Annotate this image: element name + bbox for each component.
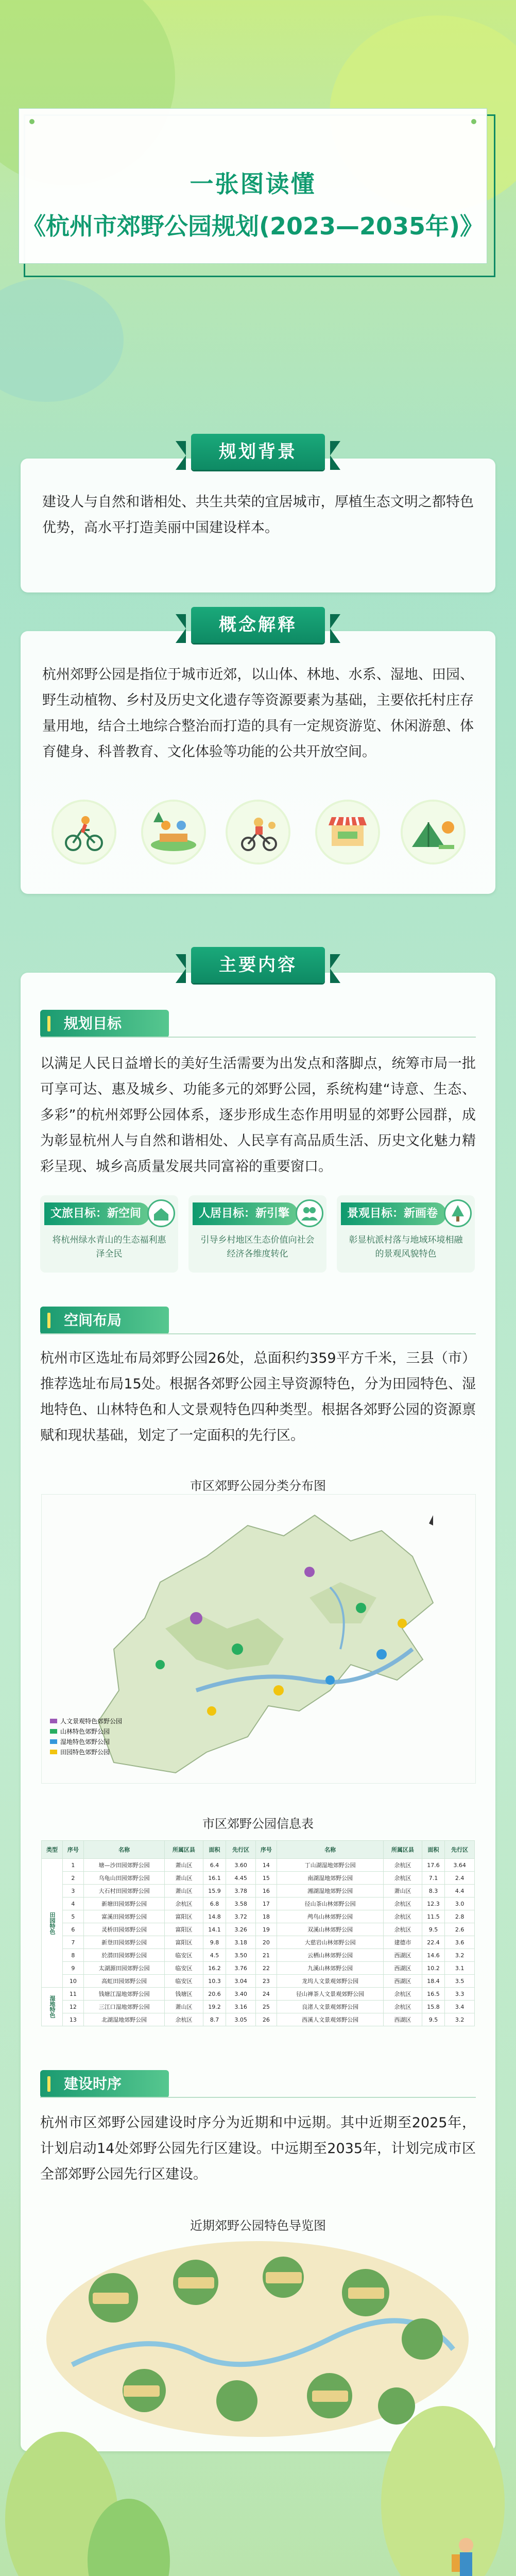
goal-card-text: 彰显杭派村落与地域环境相融的景观风貌特色 <box>349 1235 463 1259</box>
table-cell: 3.58 <box>226 1897 256 1910</box>
table-cell: 6.4 <box>203 1859 226 1872</box>
table-cell: 临安区 <box>165 1962 203 1975</box>
table-cell: 16.1 <box>203 1872 226 1885</box>
table-row <box>42 1923 475 1936</box>
timeline-subheader-label: 建设时序 <box>64 2075 122 2092</box>
legend-label: 人文景观特色郊野公园 <box>60 1718 123 1725</box>
table-cell: 15.9 <box>203 1885 226 1897</box>
legend-item <box>50 1716 122 1726</box>
table-cell: 4.4 <box>445 1885 475 1897</box>
table-cell: 7 <box>62 1936 83 1949</box>
table-cell: 15.8 <box>422 2001 445 2013</box>
table-cell: 5 <box>62 1910 83 1923</box>
legend-item <box>50 1747 122 1757</box>
table-cell: 西湖区 <box>384 2013 422 2026</box>
table-cell: 9.8 <box>203 1936 226 1949</box>
table-cell: 21 <box>255 1949 277 1962</box>
table-row <box>42 1885 475 1897</box>
table-cell: 17 <box>255 1897 277 1910</box>
table-cell: 3.6 <box>445 1936 475 1949</box>
table-cell: 9 <box>62 1962 83 1975</box>
table-cell: 余杭区 <box>384 1910 422 1923</box>
table-cell: 12 <box>62 2001 83 2013</box>
background-header: 规划背景 <box>191 434 325 470</box>
table-cell: 余杭区 <box>165 1897 203 1910</box>
table-cell: 余杭区 <box>384 1872 422 1885</box>
table-cell: 新登田园郊野公园 <box>83 1936 165 1949</box>
table-cell: 富阳区 <box>165 1923 203 1936</box>
table-cell: 25 <box>255 2001 277 2013</box>
table-header-cell: 序号 <box>62 1841 83 1859</box>
table-row <box>42 2013 475 2026</box>
guide-map-title: 近期郊野公园特色导览图 <box>190 2218 326 2233</box>
table-cell: 14.6 <box>422 1949 445 1962</box>
table-row <box>42 2001 475 2013</box>
title-main: 一张图读懂 <box>190 170 316 198</box>
table-cell: 18 <box>255 1910 277 1923</box>
table-cell: 19 <box>255 1923 277 1936</box>
table-cell: 湘湖湿地郊野公园 <box>277 1885 384 1897</box>
table-cell: 余杭区 <box>384 1923 422 1936</box>
table-cell: 14.8 <box>203 1910 226 1923</box>
table-cell: 龙坞人文景观郊野公园 <box>277 1975 384 1988</box>
table-cell: 3.05 <box>226 2013 256 2026</box>
table-cell: 14 <box>255 1859 277 1872</box>
table-cell: 大石村田园郊野公园 <box>83 1885 165 1897</box>
table-cell: 3.3 <box>445 1988 475 2001</box>
house-icon <box>147 1199 175 1227</box>
table-cell: 建德市 <box>384 1936 422 1949</box>
background-text: 建设人与自然和谐相处、共生共荣的宜居城市，厚植生态文明之都特色优势，高水平打造美丽中国建设样本。 <box>42 494 474 536</box>
table-cell: 临安区 <box>165 1949 203 1962</box>
table-cell: 3.16 <box>226 2001 256 2013</box>
table-cell: 6 <box>62 1923 83 1936</box>
goal-card-title: 人居目标：新引擎 <box>193 1202 298 1225</box>
table-cell: 南湖湿地郊野公园 <box>277 1872 384 1885</box>
table-cell: 鸬鸟山林郊野公园 <box>277 1910 384 1923</box>
table-header-cell: 先行区 <box>445 1841 475 1859</box>
table-cell: 良渚人文景观郊野公园 <box>277 2001 384 2013</box>
table-cell: 11 <box>62 1988 83 2001</box>
table-cell: 萧山区 <box>165 1872 203 1885</box>
table-cell: 23 <box>255 1975 277 1988</box>
goal-card <box>337 1195 475 1273</box>
layout-subheader <box>40 1307 169 1334</box>
legend-label: 湿地特色郊野公园 <box>60 1738 110 1745</box>
table-header-cell: 面积 <box>422 1841 445 1859</box>
table-cell: 10.2 <box>422 1962 445 1975</box>
table-cell: 2 <box>62 1872 83 1885</box>
background-panel <box>21 459 495 592</box>
table-cell: 2.8 <box>445 1910 475 1923</box>
bg-blob <box>0 278 124 402</box>
dot-decoration <box>471 119 476 124</box>
table-cell: 灵桥田园郊野公园 <box>83 1923 165 1936</box>
table-cell: 4 <box>62 1897 83 1910</box>
title-sub: 《杭州市郊野公园规划(2023—2035年)》 <box>22 212 484 240</box>
table-row <box>42 1859 475 1872</box>
table-cell: 3 <box>62 1885 83 1897</box>
table-cell: 16.2 <box>203 1962 226 1975</box>
table-cell: 钱塘江湿地郊野公园 <box>83 1988 165 2001</box>
dot-decoration <box>29 119 35 124</box>
table-cell: 3.1 <box>445 1962 475 1975</box>
table-header-cell: 序号 <box>255 1841 277 1859</box>
table-cell: 3.4 <box>445 2001 475 2013</box>
table-title: 市区郊野公园信息表 <box>202 1817 314 1831</box>
goal-card <box>40 1195 178 1273</box>
camping-icon <box>403 802 463 862</box>
table-cell: 余杭区 <box>384 1859 422 1872</box>
market-icon <box>317 802 378 862</box>
map-legend <box>50 1716 122 1757</box>
divider <box>40 2097 476 2098</box>
table-cell: 19.2 <box>203 2001 226 2013</box>
table-cell: 15 <box>255 1872 277 1885</box>
table-cell: 钱塘区 <box>165 1988 203 2001</box>
tree-icon <box>444 1199 472 1227</box>
table-cell: 14.1 <box>203 1923 226 1936</box>
table-cell: 3.76 <box>226 1962 256 1975</box>
main-header: 主要内容 <box>191 947 325 983</box>
table-cell: 3.26 <box>226 1923 256 1936</box>
table-cell: 西湖区 <box>384 1975 422 1988</box>
goal-card-text: 引导乡村地区生态价值向社会经济各维度转化 <box>200 1235 315 1259</box>
table-cell: 新塘田园郊野公园 <box>83 1897 165 1910</box>
concept-header: 概念解释 <box>191 607 325 643</box>
table-cell: 临安区 <box>165 1975 203 1988</box>
legend-label: 田园特色郊野公园 <box>60 1749 110 1756</box>
goal-card-title: 景观目标：新画卷 <box>341 1202 446 1225</box>
layout-text: 杭州市区选址布局郊野公园26处，总面积约359平方千米，三县（市）推荐选址布局15处。根据各郊野公园主导资源特色，分为田园特色、湿地特色、山林特色和人文景观特色四种类型。根据各郊野公园的资源禀赋和现状基础，划定了一定面积的先行区。 <box>40 1350 476 1444</box>
table-cell: 萧山区 <box>384 1885 422 1897</box>
table-cell: 余杭区 <box>384 1897 422 1910</box>
goal-card-title: 文旅目标：新空间 <box>44 1202 150 1225</box>
table-cell: 富阳区 <box>165 1936 203 1949</box>
goals-subheader <box>40 1010 169 1038</box>
table-cell: 於潜田园郊野公园 <box>83 1949 165 1962</box>
table-group-cell: 湿地特色 <box>42 1988 63 2026</box>
table-cell: 余杭区 <box>384 2001 422 2013</box>
table-cell: 16 <box>255 1885 277 1897</box>
table-cell: 3.60 <box>226 1859 256 1872</box>
legend-item <box>50 1726 122 1737</box>
table-cell: 17.6 <box>422 1859 445 1872</box>
table-cell: 北湖湿地郊野公园 <box>83 2013 165 2026</box>
table-cell: 塘—沙田园郊野公园 <box>83 1859 165 1872</box>
table-cell: 云栖山林郊野公园 <box>277 1949 384 1962</box>
table-cell: 3.64 <box>445 1859 475 1872</box>
goal-card <box>188 1195 326 1273</box>
table-cell: 8 <box>62 1949 83 1962</box>
table-row <box>42 1988 475 2001</box>
table-cell: 13 <box>62 2013 83 2026</box>
table-cell: 3.78 <box>226 1885 256 1897</box>
table-cell: 大慈岩山林郊野公园 <box>277 1936 384 1949</box>
table-cell: 2.4 <box>445 1872 475 1885</box>
table-cell: 22.4 <box>422 1936 445 1949</box>
table-cell: 径山禅茶人文景观郊野公园 <box>277 1988 384 2001</box>
table-cell: 九溪山林郊野公园 <box>277 1962 384 1975</box>
table-header-cell: 名称 <box>83 1841 165 1859</box>
table-header-cell: 所属区县 <box>384 1841 422 1859</box>
table-cell: 3.50 <box>226 1949 256 1962</box>
legend-label: 山林特色郊野公园 <box>60 1728 110 1735</box>
map-title: 市区郊野公园分类分布图 <box>190 1479 326 1493</box>
divider <box>40 1037 476 1038</box>
table-cell: 丁山湖湿地郊野公园 <box>277 1859 384 1872</box>
table-cell: 26 <box>255 2013 277 2026</box>
table-cell: 西溪人文景观郊野公园 <box>277 2013 384 2026</box>
table-row <box>42 1949 475 1962</box>
timeline-subheader <box>40 2070 169 2098</box>
table-cell: 3.2 <box>445 2013 475 2026</box>
table-cell: 富溪田园郊野公园 <box>83 1910 165 1923</box>
table-cell: 富阳区 <box>165 1910 203 1923</box>
table-row <box>42 1910 475 1923</box>
cycling-icon <box>54 802 114 862</box>
table-cell: 西湖区 <box>384 1962 422 1975</box>
table-cell: 7.1 <box>422 1872 445 1885</box>
table-cell: 萧山区 <box>165 1885 203 1897</box>
table-header-cell: 面积 <box>203 1841 226 1859</box>
table-cell: 太湖源田园郊野公园 <box>83 1962 165 1975</box>
divider <box>40 1333 476 1334</box>
table-cell: 高虹田园郊野公园 <box>83 1975 165 1988</box>
table-cell: 3.5 <box>445 1975 475 1988</box>
table-cell: 余杭区 <box>384 1988 422 2001</box>
table-cell: 2.6 <box>445 1923 475 1936</box>
table-row <box>42 1897 475 1910</box>
concept-text: 杭州郊野公园是指位于城市近郊，以山体、林地、水系、湿地、田园、野生动植物、乡村及历史文化遗存等资源要素为基础，主要依托村庄存量用地，结合土地综合整治而打造的具有一定规资游览、休闲游憩、体育健身、科普教育、文化体验等功能的公共开放空间。 <box>42 667 474 760</box>
table-cell: 18.4 <box>422 1975 445 1988</box>
table-cell: 10.3 <box>203 1975 226 1988</box>
people-icon <box>296 1199 323 1227</box>
table-cell: 8.7 <box>203 2013 226 2026</box>
goal-card-text: 将杭州绿水青山的生态福利惠泽全民 <box>52 1235 166 1259</box>
table-header-cell: 类型 <box>42 1841 63 1859</box>
goals-text: 以满足人民日益增长的美好生活需要为出发点和落脚点，统筹市局一批可享可达、惠及城乡、功能多元的郊野公园，系统构建“诗意、生态、多彩”的杭州郊野公园体系，逐步形成生态作用明显的郊野公园群，成为彰显杭州人与自然和谐相处、人民享有高品质生活、历史文化魅力精彩呈现、城乡高质量发展共同富裕的重要窗口。 <box>40 1056 476 1175</box>
table-cell: 1 <box>62 1859 83 1872</box>
title-box <box>19 108 487 264</box>
table-cell: 3.0 <box>445 1897 475 1910</box>
table-cell: 24 <box>255 1988 277 2001</box>
table-row <box>42 1975 475 1988</box>
table-cell: 3.2 <box>445 1949 475 1962</box>
table-cell: 10 <box>62 1975 83 1988</box>
table-cell: 3.18 <box>226 1936 256 1949</box>
table-cell: 3.72 <box>226 1910 256 1923</box>
table-cell: 萧山区 <box>165 2001 203 2013</box>
table-cell: 4.5 <box>203 1949 226 1962</box>
table-cell: 8.3 <box>422 1885 445 1897</box>
table-cell: 16.5 <box>422 1988 445 2001</box>
table-cell: 三江口湿地郊野公园 <box>83 2001 165 2013</box>
distribution-map <box>41 1494 476 1784</box>
table-row <box>42 1962 475 1975</box>
goals-subheader-label: 规划目标 <box>64 1015 122 1032</box>
table-header-cell: 名称 <box>277 1841 384 1859</box>
table-cell: 双溪山林郊野公园 <box>277 1923 384 1936</box>
table-cell: 余杭区 <box>165 2013 203 2026</box>
table-cell: 20 <box>255 1936 277 1949</box>
table-row <box>42 1872 475 1885</box>
picnic-icon <box>143 802 204 862</box>
table-cell: 乌龟山田园郊野公园 <box>83 1872 165 1885</box>
table-cell: 12.3 <box>422 1897 445 1910</box>
table-cell: 3.40 <box>226 1988 256 2001</box>
table-header-cell: 先行区 <box>226 1841 256 1859</box>
bottom-scene <box>0 2391 516 2576</box>
table-cell: 4.45 <box>226 1872 256 1885</box>
table-cell: 11.5 <box>422 1910 445 1923</box>
timeline-text: 杭州市区郊野公园建设时序分为近期和中远期。其中近期至2025年，计划启动14处郊野公园先行区建设。中远期至2035年，计划完成市区全部郊野公园先行区建设。 <box>40 2115 476 2182</box>
table-cell: 西湖区 <box>384 1949 422 1962</box>
family-bike-icon <box>228 802 288 862</box>
table-row <box>42 1936 475 1949</box>
legend-item <box>50 1737 122 1747</box>
table-group-cell: 田园特色 <box>42 1859 63 1988</box>
table-cell: 9.5 <box>422 1923 445 1936</box>
table-cell: 20.6 <box>203 1988 226 2001</box>
table-cell: 径山茶山林郊野公园 <box>277 1897 384 1910</box>
layout-subheader-label: 空间布局 <box>64 1312 122 1329</box>
table-cell: 22 <box>255 1962 277 1975</box>
park-info-table <box>41 1840 475 2026</box>
table-header-cell: 所属区县 <box>165 1841 203 1859</box>
table-cell: 萧山区 <box>165 1859 203 1872</box>
table-cell: 6.8 <box>203 1897 226 1910</box>
table-cell: 9.5 <box>422 2013 445 2026</box>
table-cell: 3.04 <box>226 1975 256 1988</box>
